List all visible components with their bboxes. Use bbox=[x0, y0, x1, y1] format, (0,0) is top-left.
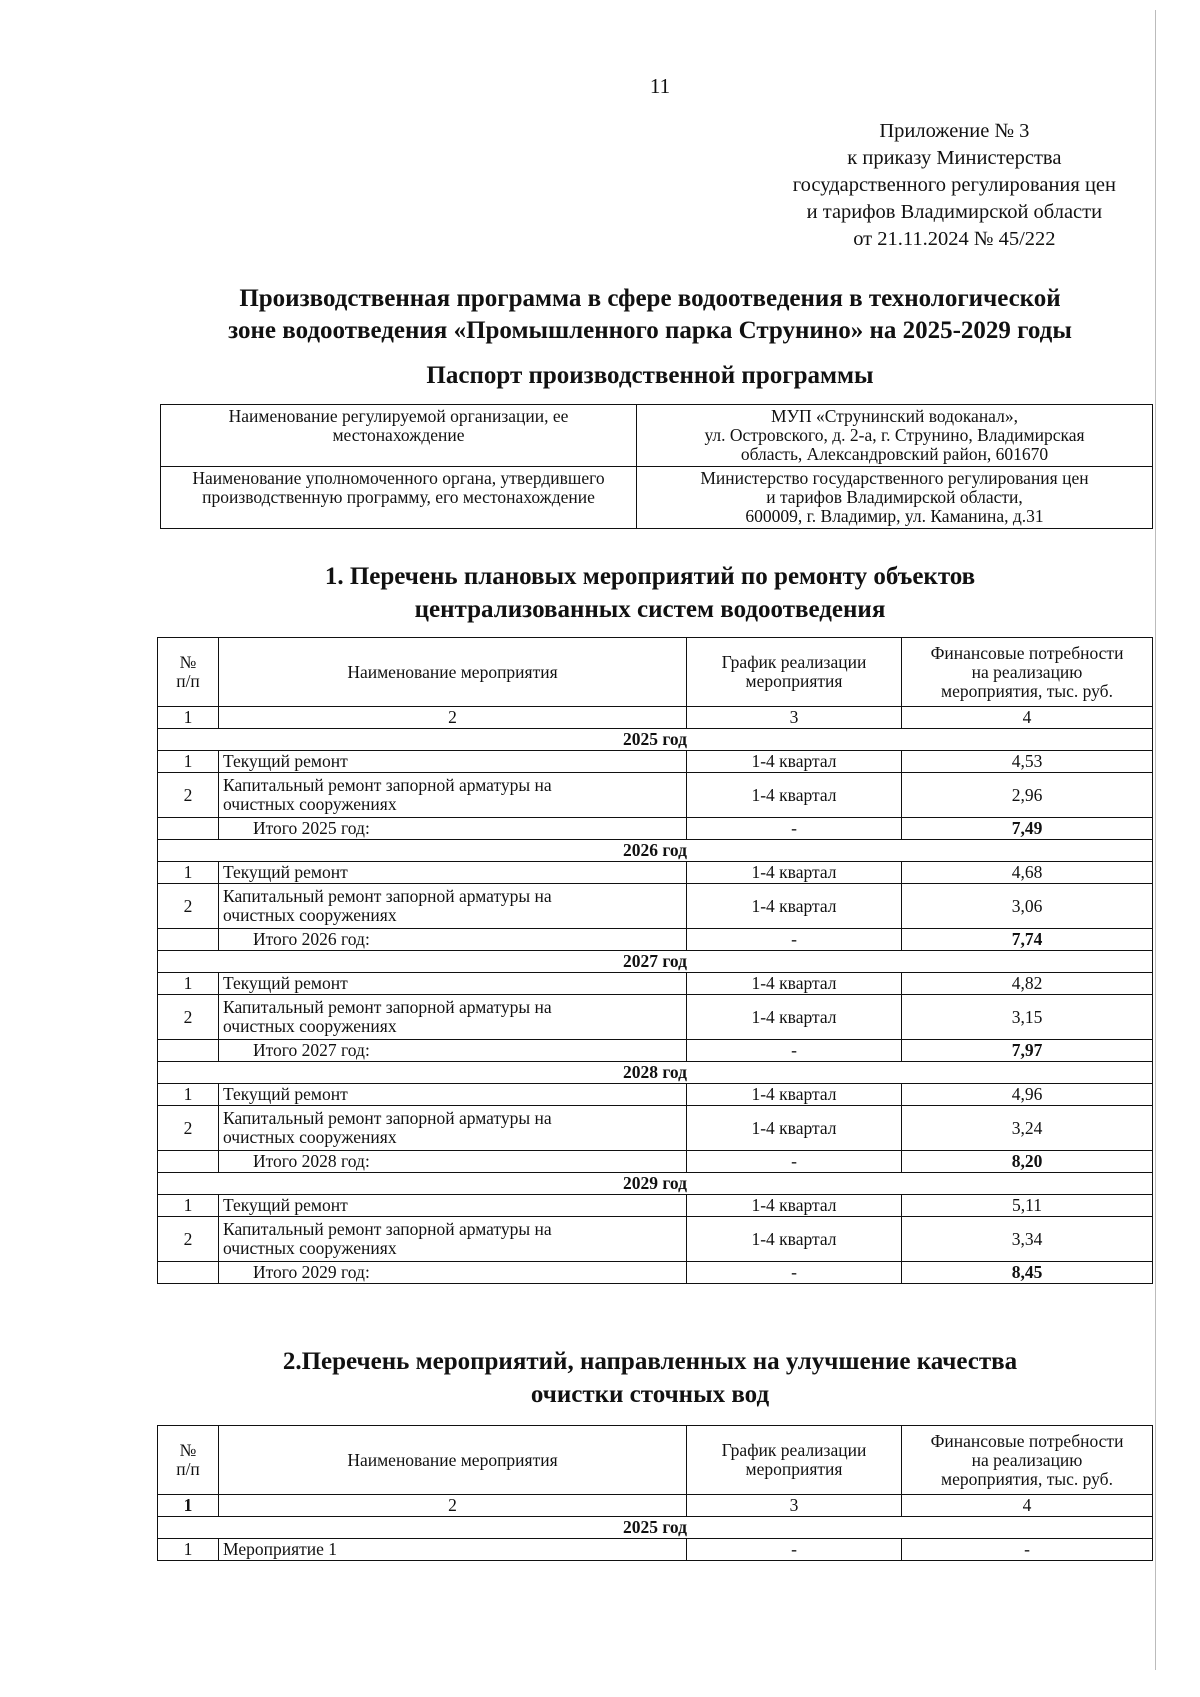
row-schedule: 1-4 квартал bbox=[687, 884, 902, 929]
row-num: 2 bbox=[158, 1217, 219, 1262]
table-row bbox=[158, 773, 1153, 818]
row-num bbox=[158, 1040, 219, 1062]
total-row bbox=[158, 1262, 1153, 1284]
total-label: Итого 2025 год: bbox=[219, 818, 687, 840]
row-name: Мероприятие 1 bbox=[219, 1539, 687, 1561]
text-line: Наименование уполномоченного органа, утвердившего bbox=[192, 468, 605, 488]
row-name: Текущий ремонт bbox=[219, 973, 687, 995]
row-schedule: 1-4 квартал bbox=[687, 862, 902, 884]
row-schedule: - bbox=[687, 1262, 902, 1284]
row-schedule: 1-4 квартал bbox=[687, 751, 902, 773]
col-index: 4 bbox=[902, 707, 1153, 729]
row-finance: 3,34 bbox=[902, 1217, 1153, 1262]
section2-heading bbox=[160, 1345, 1140, 1411]
heading-line: 2.Перечень мероприятий, направленных на улучшение качества bbox=[282, 1348, 1018, 1375]
text-line: Капитальный ремонт запорной арматуры на bbox=[223, 997, 552, 1017]
text-line: область, Александровский район, 601670 bbox=[740, 444, 1049, 464]
row-num: 1 bbox=[158, 1084, 219, 1106]
row-num bbox=[158, 929, 219, 951]
text-line: Капитальный ремонт запорной арматуры на bbox=[223, 1108, 552, 1128]
header-num: № п/п bbox=[158, 1426, 219, 1495]
appendix-block bbox=[793, 118, 1116, 253]
text-line: ул. Островского, д. 2-а, г. Струнино, Владимирская bbox=[704, 425, 1085, 445]
col-index: 1 bbox=[158, 1495, 219, 1517]
row-name bbox=[219, 1217, 687, 1262]
row-name bbox=[219, 884, 687, 929]
quality-plan-table bbox=[157, 1425, 1153, 1561]
row-num: 1 bbox=[158, 862, 219, 884]
row-finance: - bbox=[902, 1539, 1153, 1561]
row-schedule: 1-4 квартал bbox=[687, 1084, 902, 1106]
text-line: местонахождение bbox=[332, 425, 465, 445]
document-title bbox=[160, 283, 1140, 347]
row-schedule: - bbox=[687, 929, 902, 951]
appendix-line: Приложение № 3 bbox=[879, 120, 1030, 142]
row-finance: 5,11 bbox=[902, 1195, 1153, 1217]
col-index: 3 bbox=[687, 707, 902, 729]
total-label: Итого 2029 год: bbox=[219, 1262, 687, 1284]
text-line: Капитальный ремонт запорной арматуры на bbox=[223, 1219, 552, 1239]
table-row bbox=[158, 1106, 1153, 1151]
table-header-row bbox=[158, 1426, 1153, 1495]
row-num bbox=[158, 1151, 219, 1173]
row-finance: 3,15 bbox=[902, 995, 1153, 1040]
table-row bbox=[158, 862, 1153, 884]
row-num bbox=[158, 818, 219, 840]
heading-line: очистки сточных вод bbox=[530, 1381, 770, 1408]
passport-label bbox=[161, 467, 637, 529]
row-finance: 2,96 bbox=[902, 773, 1153, 818]
repair-plan-table bbox=[157, 637, 1153, 1284]
row-finance: 4,53 bbox=[902, 751, 1153, 773]
row-num: 1 bbox=[158, 751, 219, 773]
row-schedule: - bbox=[687, 1040, 902, 1062]
text-line bbox=[167, 445, 630, 464]
title-line: зоне водоотведения «Промышленного парка Струнино» на 2025-2029 годы bbox=[228, 317, 1072, 344]
passport-row bbox=[161, 467, 1153, 529]
text-line: очистных сооружениях bbox=[223, 794, 397, 814]
text-line: МУП «Струнинский водоканал», bbox=[771, 406, 1018, 426]
row-schedule: - bbox=[687, 1151, 902, 1173]
appendix-line: и тарифов Владимирской области bbox=[806, 201, 1103, 223]
table-row bbox=[158, 884, 1153, 929]
year-row bbox=[158, 729, 1153, 751]
row-name: Текущий ремонт bbox=[219, 1084, 687, 1106]
passport-label bbox=[161, 405, 637, 467]
table-row bbox=[158, 1084, 1153, 1106]
year-label: 2028 год bbox=[158, 1062, 1153, 1084]
text-line: Министерство государственного регулирования цен bbox=[700, 468, 1089, 488]
table-row bbox=[158, 1195, 1153, 1217]
table-row bbox=[158, 1217, 1153, 1262]
row-schedule: 1-4 квартал bbox=[687, 973, 902, 995]
passport-table bbox=[160, 404, 1153, 529]
header-schedule: График реализации мероприятия bbox=[687, 638, 902, 707]
total-label: Итого 2026 год: bbox=[219, 929, 687, 951]
row-num: 1 bbox=[158, 973, 219, 995]
row-schedule: 1-4 квартал bbox=[687, 1106, 902, 1151]
text-line bbox=[167, 507, 630, 526]
total-value: 7,49 bbox=[902, 818, 1153, 840]
year-label: 2026 год bbox=[158, 840, 1153, 862]
header-num: № п/п bbox=[158, 638, 219, 707]
passport-value bbox=[637, 467, 1153, 529]
year-row bbox=[158, 840, 1153, 862]
col-index: 4 bbox=[902, 1495, 1153, 1517]
header-schedule: График реализации мероприятия bbox=[687, 1426, 902, 1495]
row-name: Текущий ремонт bbox=[219, 862, 687, 884]
row-num: 2 bbox=[158, 884, 219, 929]
text-line: Капитальный ремонт запорной арматуры на bbox=[223, 775, 552, 795]
row-name: Текущий ремонт bbox=[219, 751, 687, 773]
total-label: Итого 2027 год: bbox=[219, 1040, 687, 1062]
title-line: Производственная программа в сфере водоотведения в технологической bbox=[239, 285, 1061, 312]
text-line: и тарифов Владимирской области, bbox=[766, 487, 1023, 507]
text-line: очистных сооружениях bbox=[223, 905, 397, 925]
row-num bbox=[158, 1262, 219, 1284]
row-schedule: - bbox=[687, 1539, 902, 1561]
row-schedule: - bbox=[687, 818, 902, 840]
passport-heading: Паспорт производственной программы bbox=[426, 362, 874, 389]
year-label: 2025 год bbox=[158, 1517, 1153, 1539]
year-row bbox=[158, 951, 1153, 973]
row-num: 2 bbox=[158, 773, 219, 818]
header-name: Наименование мероприятия bbox=[219, 1426, 687, 1495]
appendix-line: к приказу Министерства bbox=[847, 147, 1062, 169]
table-header-row bbox=[158, 638, 1153, 707]
text-line: 600009, г. Владимир, ул. Каманина, д.31 bbox=[745, 506, 1044, 526]
year-row bbox=[158, 1517, 1153, 1539]
col-index: 1 bbox=[158, 707, 219, 729]
passport-value bbox=[637, 405, 1153, 467]
row-finance: 4,96 bbox=[902, 1084, 1153, 1106]
row-num: 1 bbox=[158, 1195, 219, 1217]
text-line: Капитальный ремонт запорной арматуры на bbox=[223, 886, 552, 906]
row-name bbox=[219, 995, 687, 1040]
row-finance: 3,06 bbox=[902, 884, 1153, 929]
year-label: 2025 год bbox=[158, 729, 1153, 751]
year-row bbox=[158, 1062, 1153, 1084]
total-row bbox=[158, 818, 1153, 840]
table-row bbox=[158, 995, 1153, 1040]
appendix-line: государственного регулирования цен bbox=[792, 174, 1116, 196]
col-index: 3 bbox=[687, 1495, 902, 1517]
row-num: 1 bbox=[158, 1539, 219, 1561]
text-line: очистных сооружениях bbox=[223, 1016, 397, 1036]
col-index: 2 bbox=[219, 707, 687, 729]
text-line: очистных сооружениях bbox=[223, 1127, 397, 1147]
header-finance: Финансовые потребности на реализацию мероприятия, тыс. руб. bbox=[902, 638, 1153, 707]
text-line: Наименование регулируемой организации, ее bbox=[228, 406, 569, 426]
text-line: производственную программу, его местонахождение bbox=[202, 487, 595, 507]
row-finance: 4,68 bbox=[902, 862, 1153, 884]
passport-row bbox=[161, 405, 1153, 467]
total-row bbox=[158, 929, 1153, 951]
year-row bbox=[158, 1173, 1153, 1195]
total-value: 8,45 bbox=[902, 1262, 1153, 1284]
appendix-line: от 21.11.2024 № 45/222 bbox=[853, 228, 1056, 250]
header-name: Наименование мероприятия bbox=[219, 638, 687, 707]
row-name: Текущий ремонт bbox=[219, 1195, 687, 1217]
heading-line: 1. Перечень плановых мероприятий по ремонту объектов bbox=[324, 563, 976, 590]
scan-edge-line bbox=[1155, 10, 1156, 1670]
row-num: 2 bbox=[158, 995, 219, 1040]
row-schedule: 1-4 квартал bbox=[687, 1195, 902, 1217]
col-index: 2 bbox=[219, 1495, 687, 1517]
column-index-row bbox=[158, 1495, 1153, 1517]
section1-heading bbox=[160, 560, 1140, 626]
total-value: 8,20 bbox=[902, 1151, 1153, 1173]
row-schedule: 1-4 квартал bbox=[687, 773, 902, 818]
row-finance: 3,24 bbox=[902, 1106, 1153, 1151]
table-row bbox=[158, 973, 1153, 995]
total-row bbox=[158, 1151, 1153, 1173]
column-index-row bbox=[158, 707, 1153, 729]
row-name bbox=[219, 1106, 687, 1151]
row-name bbox=[219, 773, 687, 818]
total-value: 7,97 bbox=[902, 1040, 1153, 1062]
row-num: 2 bbox=[158, 1106, 219, 1151]
heading-line: централизованных систем водоотведения bbox=[414, 596, 886, 623]
row-schedule: 1-4 квартал bbox=[687, 1217, 902, 1262]
header-finance: Финансовые потребности на реализацию мероприятия, тыс. руб. bbox=[902, 1426, 1153, 1495]
table-row bbox=[158, 1539, 1153, 1561]
year-label: 2027 год bbox=[158, 951, 1153, 973]
table-row bbox=[158, 751, 1153, 773]
total-row bbox=[158, 1040, 1153, 1062]
total-value: 7,74 bbox=[902, 929, 1153, 951]
total-label: Итого 2028 год: bbox=[219, 1151, 687, 1173]
row-finance: 4,82 bbox=[902, 973, 1153, 995]
row-schedule: 1-4 квартал bbox=[687, 995, 902, 1040]
year-label: 2029 год bbox=[158, 1173, 1153, 1195]
text-line: очистных сооружениях bbox=[223, 1238, 397, 1258]
page-number: 11 bbox=[649, 74, 671, 98]
